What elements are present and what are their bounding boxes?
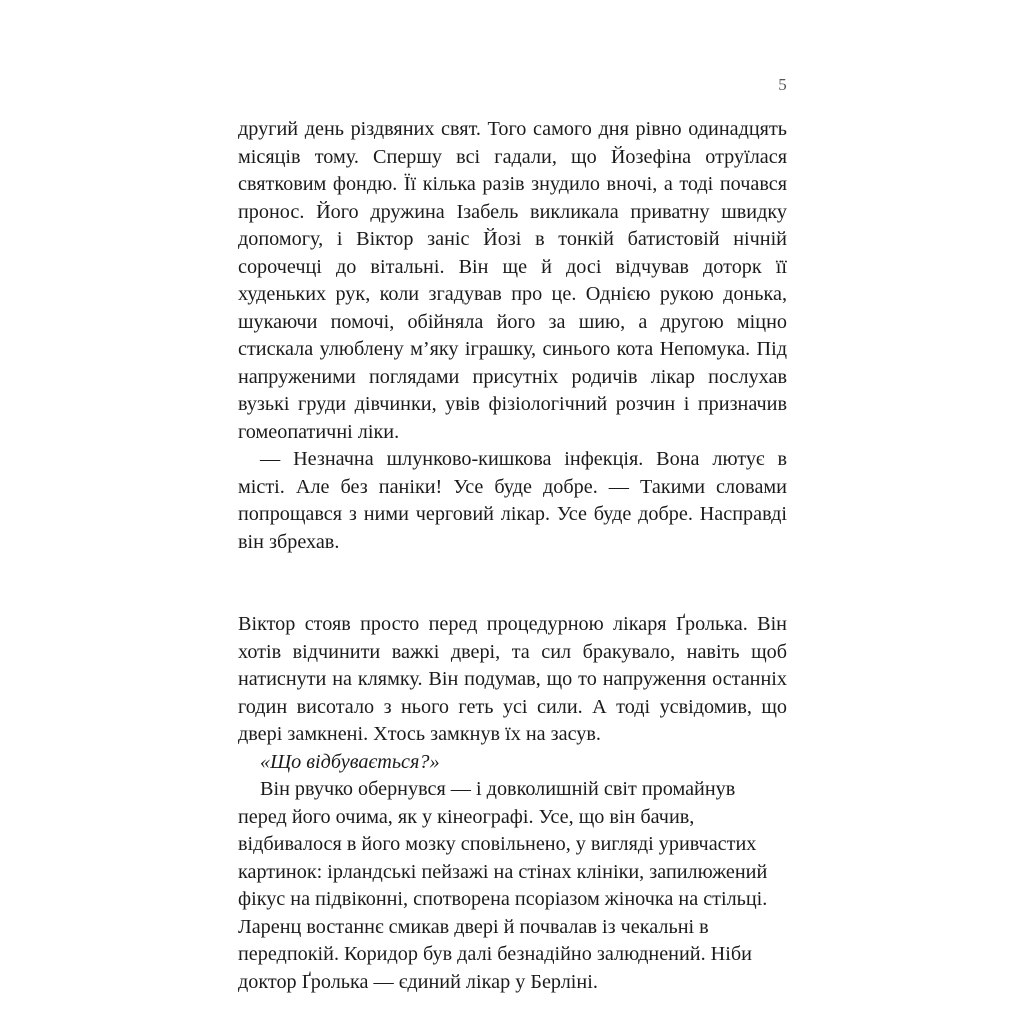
paragraph: другий день різдвяних свят. Того самого дня рівно одинадцять місяців тому. Спершу всі гадали, що Йозефіна отруїлася святковим фондю. Її кілька разів знудило вночі, а тоді почався пронос. Його дружина Ізабель викликала приватну швидку допомогу, і Віктор заніс Йозі в тонкій батистовій нічній сорочечці до вітальні. Він ще й досі відчував доторк її худеньких рук, коли згадував про це. Однією рукою донька, шукаючи помочі, обійняла його за шию, а другою міцно стискала улюблену м’яку іграшку, синього кота Непомука. Під напруженими поглядами присутніх родичів лікар послухав вузькі груди дівчинки, увів фізіологічний розчин і призначив гомеопатичні ліки. <box>238 118 787 443</box>
section-break <box>238 556 787 611</box>
dialogue-paragraph: — Незначна шлунково-кишкова інфекція. Вона лютує в місті. Але без паніки! Усе буде добре. — Такими словами попрощався з ними черговий лікар. Усе буде добре. Насправді він збрехав. <box>238 448 787 553</box>
inner-thought-paragraph: «Що відбувається?» <box>260 750 440 773</box>
paragraph: Він рвучко обернувся — і довколишній світ промайнув перед його очима, як у кінеографі. Усе, що він бачив, відбивалося в його мозку сповільнено, у вигляді уривчастих картинок: ірландські пейзажі на стінах клініки, запилюжений фікус на підвіконні, спотворена псоріазом жіночка на стільці. Ларенц востаннє смикав двері й почвалав із чекальні в передпокій. Коридор був далі безнадійно залюднений. Ніби доктор Ґролька — єдиний лікар у Берліні. <box>238 778 768 993</box>
text-block <box>238 116 787 996</box>
paragraph-group-two <box>238 611 787 996</box>
paragraph-group-one <box>238 116 787 556</box>
page-number: 5 <box>778 75 787 94</box>
paragraph: Віктор стояв просто перед процедурною лікаря Ґролька. Він хотів відчинити важкі двері, та сил бракувало, навіть щоб натиснути на клямку. Він подумав, що то напруження останніх годин висотало з нього геть усі сили. А тоді усвідомив, що двері замкнені. Хтось замкнув їх на засув. <box>238 613 787 745</box>
